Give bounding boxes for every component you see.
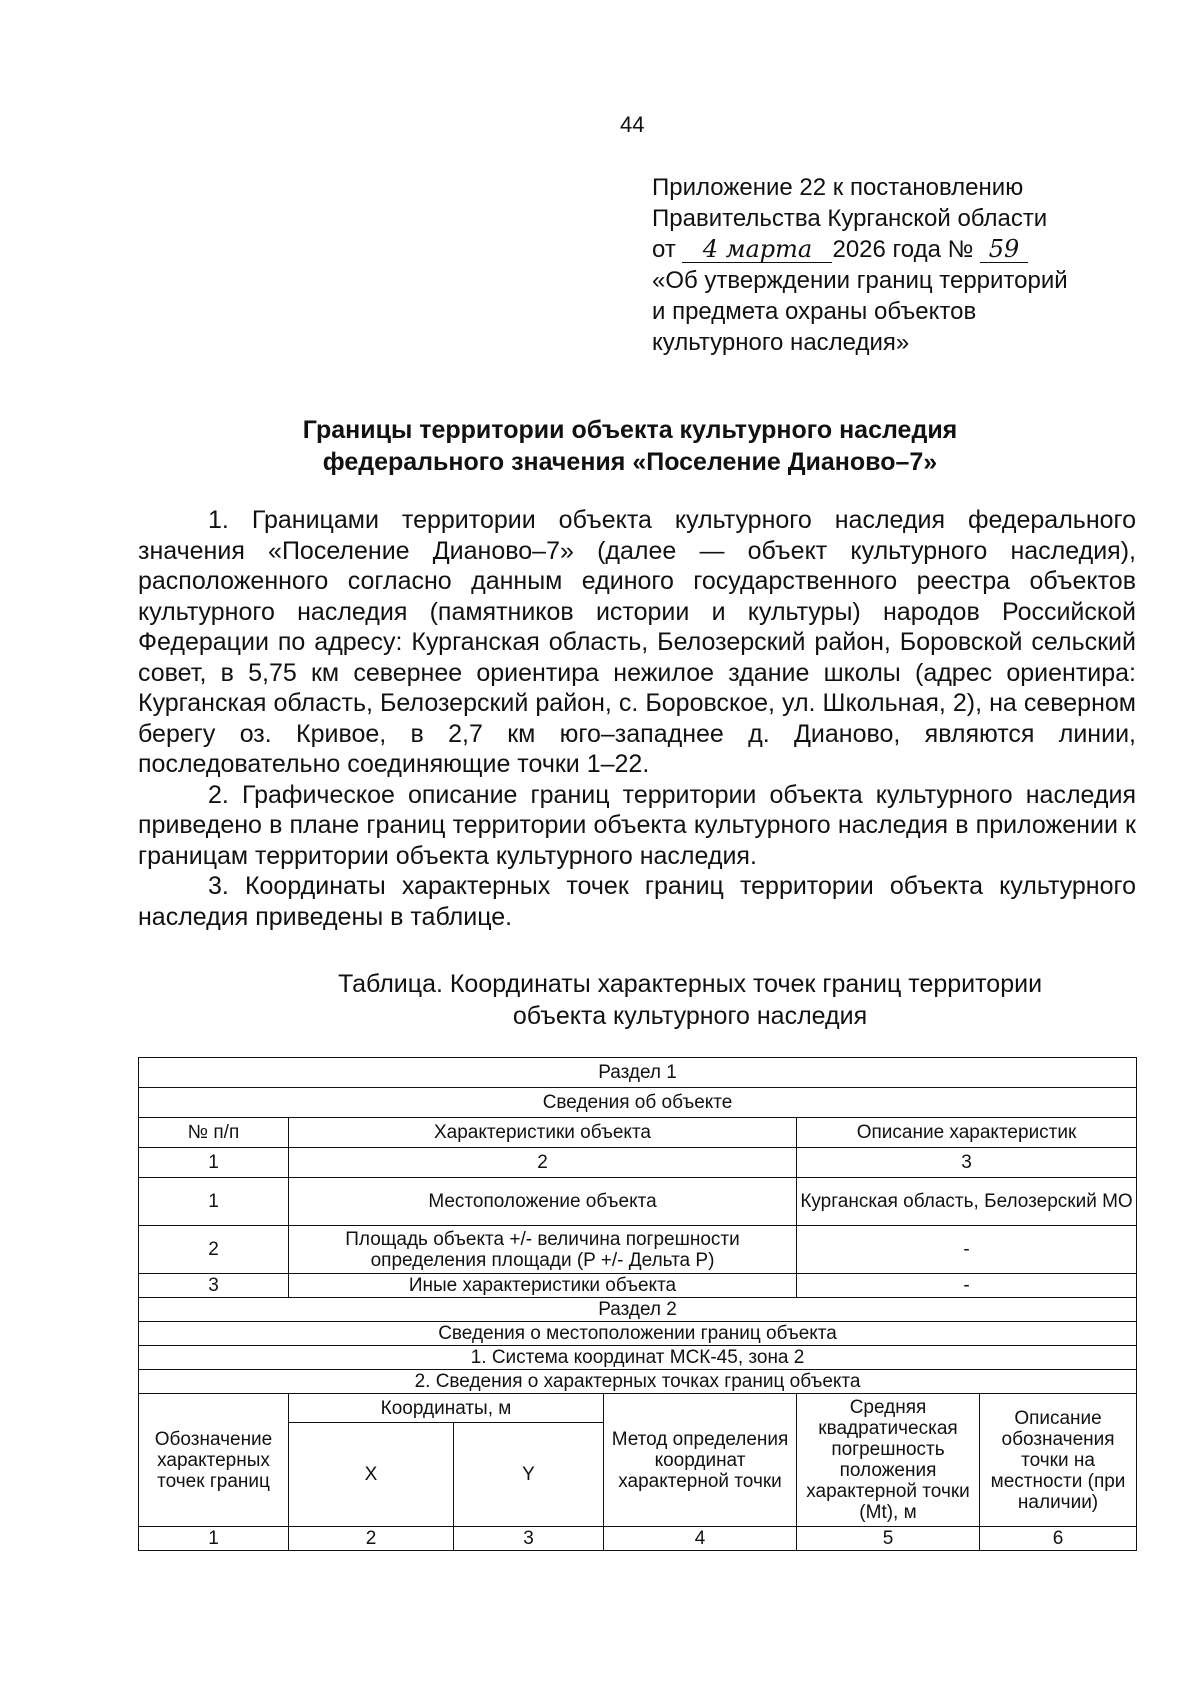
- table-row: [139, 1274, 1137, 1298]
- col-number: 2: [289, 1527, 454, 1551]
- col-number: 4: [604, 1527, 797, 1551]
- caption-line: Таблица. Координаты характерных точек границ территории: [337, 970, 1043, 998]
- col-number: 3: [797, 1148, 1137, 1178]
- points-info-title: 2. Сведения о характерных точках границ объекта: [139, 1370, 1137, 1394]
- page-number: 44: [620, 112, 645, 137]
- row-num: 1: [139, 1178, 289, 1226]
- appendix-line: Приложение 22 к постановлению: [652, 174, 1024, 201]
- header-method: Метод определения координат характерной точки: [604, 1394, 797, 1527]
- row-characteristic: Местоположение объекта: [289, 1178, 797, 1226]
- appendix-line: «Об утверждении границ территорий: [652, 267, 1068, 294]
- appendix-block: [652, 172, 1122, 358]
- row-characteristic: Иные характеристики объекта: [289, 1274, 797, 1298]
- header-y: Y: [454, 1423, 604, 1527]
- location-info-title: Сведения о местоположении границ объекта: [139, 1322, 1137, 1346]
- header-characteristic: Характеристики объекта: [289, 1118, 797, 1148]
- handwritten-date: 4 марта: [682, 236, 832, 263]
- object-info-title: Сведения об объекте: [139, 1088, 1137, 1118]
- heading-line: Границы территории объекта культурного наследия: [302, 416, 958, 444]
- year-text: 2026 года №: [832, 236, 974, 263]
- paragraph-1: 1. Границами территории объекта культурного наследия федерального значения «Поселение Дианово–7» (далее — объект культурного наследия), расположенного согласно данным единого государственного реестра объектов культурного наследия (памятников истории и культуры) народов Российской Федерации по адресу: Курганская область, Белозерский район, Боровской сельский совет, в 5,75 км севернее ориентира нежилое здание школы (адрес ориентира: Курганская область, Белозерский район, с. Боровское, ул. Школьная, 2), на северном берегу оз. Кривое, в 2,7 км юго–западнее д. Дианово, являются линии, последовательно соединяющие точки 1–22.: [138, 506, 1136, 778]
- date-prefix: от: [652, 236, 676, 263]
- header-point-description: Описание обозначения точки на местности (при наличии): [980, 1394, 1137, 1527]
- coordinates-table: [138, 1057, 1137, 1551]
- row-characteristic: Площадь объекта +/- величина погрешности определения площади (P +/- Дельта P): [289, 1226, 797, 1274]
- row-num: 2: [139, 1226, 289, 1274]
- appendix-line: культурного наследия»: [652, 329, 910, 356]
- header-description: Описание характеристик: [797, 1118, 1137, 1148]
- paragraph-2: 2. Графическое описание границ территории объекта культурного наследия приведено в плане границ территории объекта культурного наследия в приложении к границам территории объекта культурного наследия.: [138, 780, 1136, 870]
- header-num: № п/п: [139, 1118, 289, 1148]
- handwritten-number: 59: [980, 236, 1028, 263]
- col-number: 1: [139, 1527, 289, 1551]
- col-number: 2: [289, 1148, 797, 1178]
- caption-line: объекта культурного наследия: [512, 1002, 868, 1030]
- col-number: 6: [980, 1527, 1137, 1551]
- row-description: -: [797, 1226, 1137, 1274]
- row-description: -: [797, 1274, 1137, 1298]
- appendix-line: и предмета охраны объектов: [652, 298, 977, 325]
- col-number: 5: [797, 1527, 980, 1551]
- appendix-line: Правительства Курганской области: [652, 205, 1048, 232]
- paragraph-3: 3. Координаты характерных точек границ территории объекта культурного наследия приведены в таблице.: [138, 872, 1136, 931]
- col-number: 3: [454, 1527, 604, 1551]
- body-text: [138, 505, 1136, 932]
- heading-line: федерального значения «Поселение Дианово–7»: [322, 448, 938, 476]
- section-1-title: Раздел 1: [139, 1058, 1137, 1088]
- header-error: Средняя квадратическая погрешность положения характерной точки (Mt), м: [797, 1394, 980, 1527]
- table-row: [139, 1178, 1137, 1226]
- table-row: [139, 1226, 1137, 1274]
- document-heading: [230, 414, 1030, 478]
- row-num: 3: [139, 1274, 289, 1298]
- row-description: Курганская область, Белозерский МО: [797, 1178, 1137, 1226]
- table-caption: [240, 968, 1140, 1032]
- header-coordinates: Координаты, м: [289, 1394, 604, 1423]
- header-x: X: [289, 1423, 454, 1527]
- appendix-date-line: [652, 234, 1122, 265]
- section-2-title: Раздел 2: [139, 1298, 1137, 1322]
- col-number: 1: [139, 1148, 289, 1178]
- header-designation: Обозначение характерных точек границ: [139, 1394, 289, 1527]
- coordinate-system: 1. Система координат МСК-45, зона 2: [139, 1346, 1137, 1370]
